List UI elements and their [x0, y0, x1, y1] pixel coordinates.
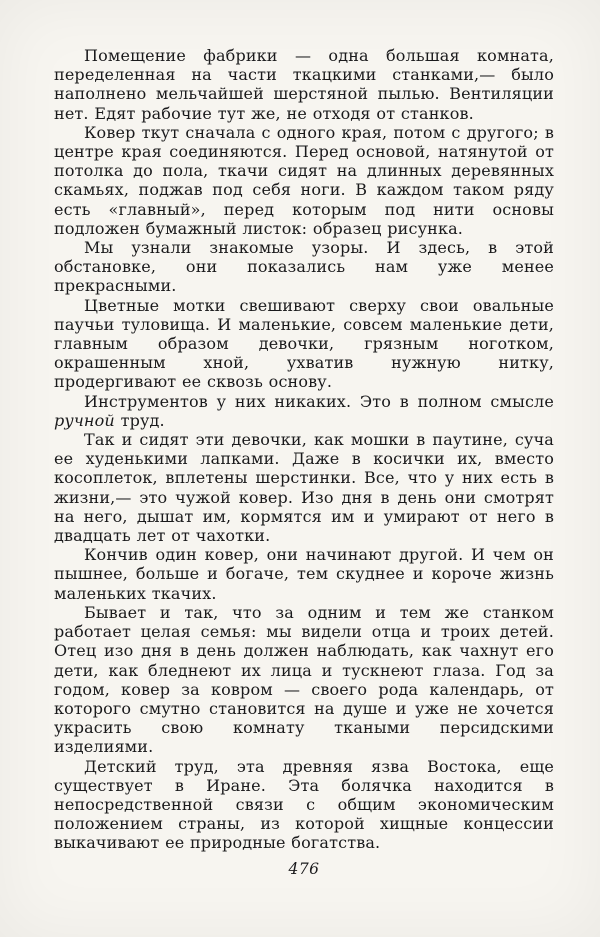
paragraph-2: Ковер ткут сначала с одного края, потом с другого; в центре края соединяются. Перед основой, натянутой от потолка до пола, ткачи сидят на длинных деревянных скамьях, поджав под себя ноги. В каждом таком ряду есть «главный», перед которым под нити основы подложен бумажный листок: образец рисунка.: [54, 122, 554, 238]
paragraph-5-text-before: Инструментов у них никаких. Это в полном смысле: [84, 391, 554, 411]
paragraph-5-italic-word: ручной: [54, 410, 115, 430]
paragraph-1: Помещение фабрики — одна большая комната, переделенная на части ткацкими станками,— было наполнено мельчайшей шерстяной пылью. Вентиляции нет. Едят рабочие тут же, не отходя от станков.: [54, 46, 554, 123]
paragraph-4: Цветные мотки свешивают сверху свои овальные паучьи туловища. И маленькие, совсем маленькие дети, главным образом девочки, грязным ноготком, окрашенным хной, ухватив нужную нитку, продергивают ее сквозь основу.: [54, 295, 554, 392]
paragraph-9: Детский труд, эта древняя язва Востока, еще существует в Иране. Эта болячка находится в непосредственной связи с общим экономическим положением страны, из которой хищные концессии выкачивают ее природные богатства.: [54, 756, 554, 853]
page-number: 476: [288, 859, 320, 878]
paragraph-6: Так и сидят эти девочки, как мошки в паутине, суча ее худенькими лапками. Даже в косички их, вместо косоплеток, вплетены шерстинки. Все, что у них есть в жизни,— это чужой ковер. Изо дня в день они смотрят на него, дышат им, кормятся им и умирают от него в двадцать лет от чахотки.: [54, 430, 554, 546]
paragraph-3: Мы узнали знакомые узоры. И здесь, в этой обстановке, они показались нам уже менее прекрасными.: [54, 238, 554, 296]
paragraph-5-text-after: труд.: [114, 410, 165, 430]
paragraph-8: Бывает и так, что за одним и тем же станком работает целая семья: мы видели отца и троих детей. Отец изо дня в день должен наблюдать, как чахнут его дети, как бледнеют их лица и тускнеют глаза. Год за годом, ковер за ковром — своего рода календарь, от которого смутно становится на душе и уже не хочется украсить свою комнату ткаными персидскими изделиями.: [54, 602, 554, 757]
paragraph-7: Кончив один ковер, они начинают другой. И чем он пышнее, больше и богаче, тем скуднее и короче жизнь маленьких ткачих.: [54, 545, 554, 603]
paragraph-5: [54, 392, 554, 430]
page-text: [54, 46, 554, 853]
